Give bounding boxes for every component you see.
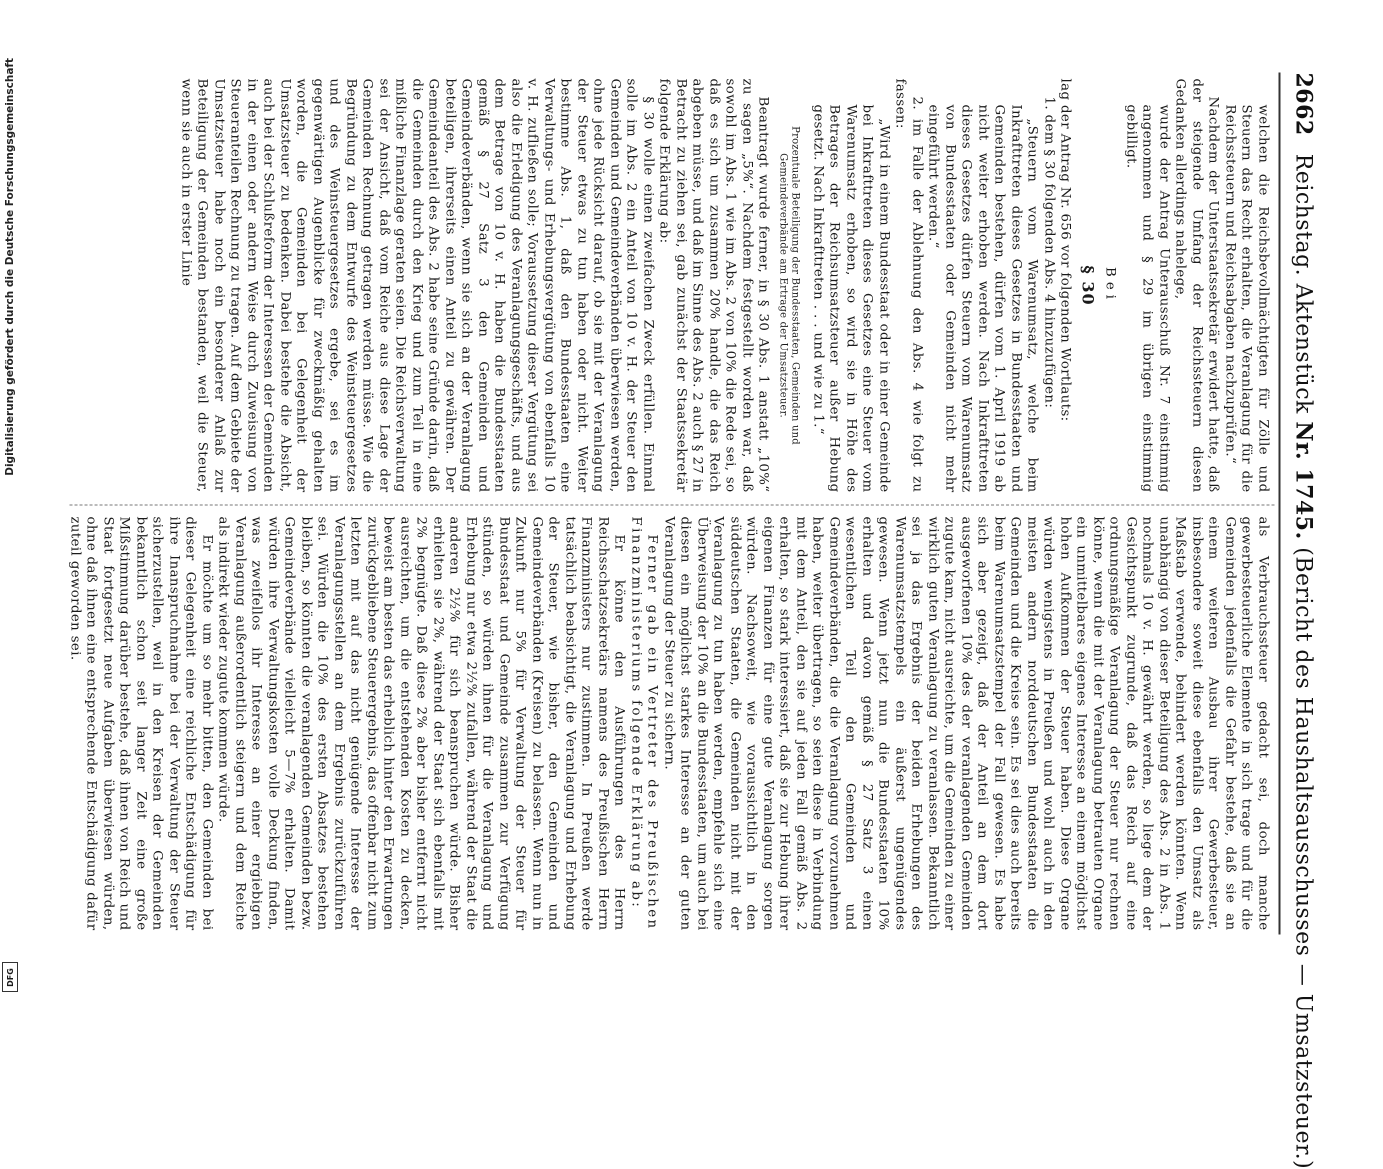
list-item: 1. dem § 30 folgenden Abs. 4 hinzuzufügen: [1041, 96, 1056, 408]
page-number: 2662 [1290, 72, 1316, 136]
paragraph: lag der Antrag Nr. 656 vor folgenden Wortlauts: [1057, 78, 1073, 422]
subsection-heading: Prozentuale Beteiligung der Bundesstaaten, Gemeinden und Gemeindeverbände am Ertrage der Umsatzsteuer. [777, 125, 801, 445]
attribution-text: Digitalisierung gefördert durch die Deutsche Forschungsgemeinschaft [4, 58, 16, 476]
attribution-strip [0, 0, 20, 1000]
quoted-text: „Wird in einem Bundesstaat oder in einer Gemeinde bei Inkrafttreten dieses Gesetzes eine Steuer vom Warenumsatz erhoben, so wird sie in Höhe des Betrages der Reichsumsatzsteuer außer Hebung gesetzt. Nach Inkrafttreten . . . und wie zu 1.“ [810, 104, 891, 492]
section-heading: § 30 [1078, 264, 1097, 306]
bei-heading: Bei [1102, 266, 1118, 304]
right-column [67, 516, 1270, 930]
page-header [1280, 72, 1326, 1169]
doc-number: Nr. 1745. [1290, 420, 1316, 540]
paragraph: § 30 wolle einen zweifachen Zweck erfüllen. Einmal solle im Abs. 2 ein Anteil von 10 v. H. der Steuer den Gemeinden und Gemeindeverbänden überwiesen werden, ohne jede Rücksicht darauf, ob sie mit der Veranlagung der Steuer etwas zu tun haben oder nicht. Weiter bestimme Abs. 1, daß den Bundesstaaten eine Verwaltungs- und Erhebungsvergütung von ebenfalls 10 v. H. zufließen solle; Voraussetzung dieser Vergütung sei also die Erledigung des Veranlagungsgeschäfts, und aus dem Betrage von 10 v. H. haben die Bundesstaaten gemäß § 27 Satz 3 den Gemeinden und Gemeindeverbänden, wenn sie sich an der Veranlagung beteiligen, ihrerseits einen Anteil zu gewähren. Der Gemeindeanteil des Abs. 2 habe seine Gründe darin, daß die Gemeinden durch den Krieg und zum Teil in eine mißliche Finanzlage geraten seien. Die Reichsverwaltung sei der Ansicht, daß vom Reiche aus diese Lage der Gemeinden Rechnung getragen werden müsse. Wie die Begründung zu dem Entwurfe des Weinsteuergesetzes und des Weinsteuergesetzes ergebe, sei es im gegenwärtigen Augenblicke für zweckmäßig gehalten worden, die Gemeinden bei Gelegenheit der Umsatzsteuer zu bedenken. Dabei bestehe die Absicht, auch bei der Schlußreform der Interessen der Gemeinden in der einen oder andern Weise durch Zuweisung von Steueranteilen Rechnung zu tragen. Auf dem Gebiete der Umsatzsteuer habe noch ein besonderer Anlaß zur Beteiligung der Gemeinden bestanden, weil die Steuer, wenn sie auch in erster Linie [178, 78, 655, 492]
paragraph: als Verbrauchssteuer gedacht sei, doch manche gewerbesteuerliche Elemente in sich trage und für die Gemeinden jedenfalls die Gefahr bestehe, daß sie an einem weiteren Ausbau ihrer Gewerbesteuer, insbesondere soweit diese ebenfalls den Umsatz als Maßstab verwende, behindert werden könnten. Wenn unabhängig von dieser Beteiligung des Abs. 2 in Abs. 1 nochmals 10 v. H. gewährt werden, so liege dem der Gesichtspunkt zugrunde, daß das Reich auf eine ordnungsmäßige Veranlagung der Steuer nur rechnen könne, wenn die mit der Veranlagung betrauten Organe ein unmittelbares eigenes Interesse an einem möglichst hohen Aufkommen der Steuer haben. Diese Organe würden wenigstens in Preußen und wohl auch in den meisten andern norddeutschen Bundesstaaten die Gemeinden und die Kreise sein. Es sei dies auch bereits beim Warenumsatzstempel der Fall gewesen. Es habe sich aber gezeigt, daß der Anteil an dem dort ausgeworfenen 10% des der veranlagenden Gemeinden zugute kam, nicht ausreichte, um die Gemeinden zu einer wirklich guten Veranlagung zu veranlassen. Bekanntlich sei ja das Ergebnis der beiden Erhebungen des Warenumsatzstempels ein äußerst ungenügendes gewesen. Wenn jetzt nun die Bundesstaaten 10% erhalten und davon gemäß § 27 Satz 3 einen wesentlichen Teil den Gemeinden und Gemeindeverbänden, die die Veranlagung vorzunehmen haben, weiter übertragen, so seien diese in Verbindung mit dem Anteil, den sie auf jeden Fall gemäß Abs. 2 erhalten, so stark interessiert, daß sie zur Hebung ihrer eigenen Finanzen für eine gute Veranlagung sorgen würden. Nachsoweit, wie voraussichtlich in den süddeutschen Staaten, die Gemeinden nicht mit der Veranlagung zu tun haben werden, empfehle sich eine Überweisung der 10% an die Bundesstaaten, um auch bei diesen ein möglichst starkes Interesse an der guten Veranlagung der Steuer zu sichern. [661, 516, 1270, 930]
left-column [70, 78, 1270, 492]
document-page [63, 72, 1326, 1169]
page-title [1290, 153, 1316, 1168]
dfg-logo [2, 962, 18, 992]
title-prefix: Reichstag. Aktenstück [1290, 153, 1315, 414]
document-page-viewport [63, 72, 1326, 1169]
paragraph: Er könne den Ausführungen des Herrn Reichsschatzsekretärs namens des Preußischen Herrn Finanzministers nur zustimmen. In Preußen werde tatsächlich beabsichtigt, die Veranlagung und Erhebung der Steuer, wie bisher, den Gemeinden und Gemeindeverbänden (Kreisen) zu belassen. Wenn nun in Zukunft nur 5% für Verwaltung der Steuer für Bundesstaat und Gemeinde zusammen zur Verfügung stünden, so würden ihnen für die Veranlagung und Erhebung nur etwa 2½% zufallen, während der Staat die anderen 2½% für sich beanspruchen würde. Bisher erhielten sie 2%, während der Staat sich ebenfalls mit 2% begnügte. Daß diese 2% aber bisher entfernt nicht ausreichten, um die entstehenden Kosten zu decken, beweist am besten das erheblich hinter den Erwartungen zurückgebliebene Steuerergebnis, das offenbar nicht zum letzten mit auf das nicht genügende Interesse der Veranlagungsstellen an dem Ergebnis zurückzuführen sei. Würden die 10% des ersten Absatzes bestehen bleiben, so könnten die veranlagenden Gemeinden bezw. Gemeindeverbände vielleicht 5—7% erhalten. Damit würden ihre Verwaltungskosten volle Deckung finden, was zweifellos ihr Interesse an einer ergiebigen Veranlagung außerordentlich steigern und dem Reiche als indirekt wieder zugute kommen würde. [215, 516, 627, 930]
paragraph: Er möchte um so mehr bitten, den Gemeinden bei dieser Gelegenheit eine reichliche Entschädigung für ihre Inanspruchnahme bei der Verwaltung der Steuer sicherzustellen, weil in den Kreisen der Gemeinden bekanntlich schon seit langer Zeit eine große Mißstimmung darüber bestehe, daß ihnen von Reich und Staat fortgesetzt neue Aufgaben überwiesen würden, ohne daß ihnen eine entsprechende Entschädigung dafür zuteil geworden sei. [67, 516, 214, 930]
paragraph: welchen die Reichsbevollmächtigten für Zölle und Steuern das Recht erhalten, die Veranlagung für die Reichssteuern und Reichsabgaben nachzuprüfen.“ [1222, 104, 1270, 492]
dfg-logo-text: DFG [5, 967, 15, 987]
column-divider [69, 504, 1274, 505]
title-suffix: (Bericht des Haushaltsausschusses — Umsatzsteuer.) [1290, 546, 1315, 1169]
quoted-text: „Steuern vom Warenumsatz, welche beim Inkrafttreten dieses Gesetzes in Bundesstaaten und Gemeinden bestehen, dürfen vom 1. April 1919 ab nicht weiter erhoben werden. Nach Inkrafttreten dieses Gesetzes dürfen Steuern vom Warenumsatz von Bundesstaaten oder Gemeinden nicht mehr eingeführt werden.“ [925, 104, 1040, 492]
paragraph: Ferner gab ein Vertreter des Preußischen Finanzministeriums folgende Erklärung ab: [628, 516, 660, 930]
paragraph: Beantragt wurde ferner, in § 30 Abs. 1 anstatt „10%“ zu sagen „5%“. Nachdem festgestellt worden war, daß sowohl im Abs. 1 wie im Abs. 2 von 10% die Rede sei, so daß es sich um zusammen 20% handle, die das Reich abgeben müsse, und daß im Sinne des Abs. 2 auch § 27 in Betracht zu ziehen sei, gab zunächst der Staatssekretär folgende Erklärung ab: [656, 78, 771, 492]
paragraph: Nachdem der Unterstaatssekretär erwidert hatte, daß der steigende Umfang der Reichssteuern diesen Gedanken allerdings nahelege, [1172, 78, 1221, 492]
header-rule [1278, 72, 1280, 934]
paragraph: wurde der Antrag Unterausschuß Nr. 7 einstimmig angenommen und § 29 im übrigen einstimmig gebilligt. [1123, 104, 1171, 492]
list-item: 2. im Falle der Ablehnung den Abs. 4 wie folgt zu fassen: [892, 78, 924, 492]
